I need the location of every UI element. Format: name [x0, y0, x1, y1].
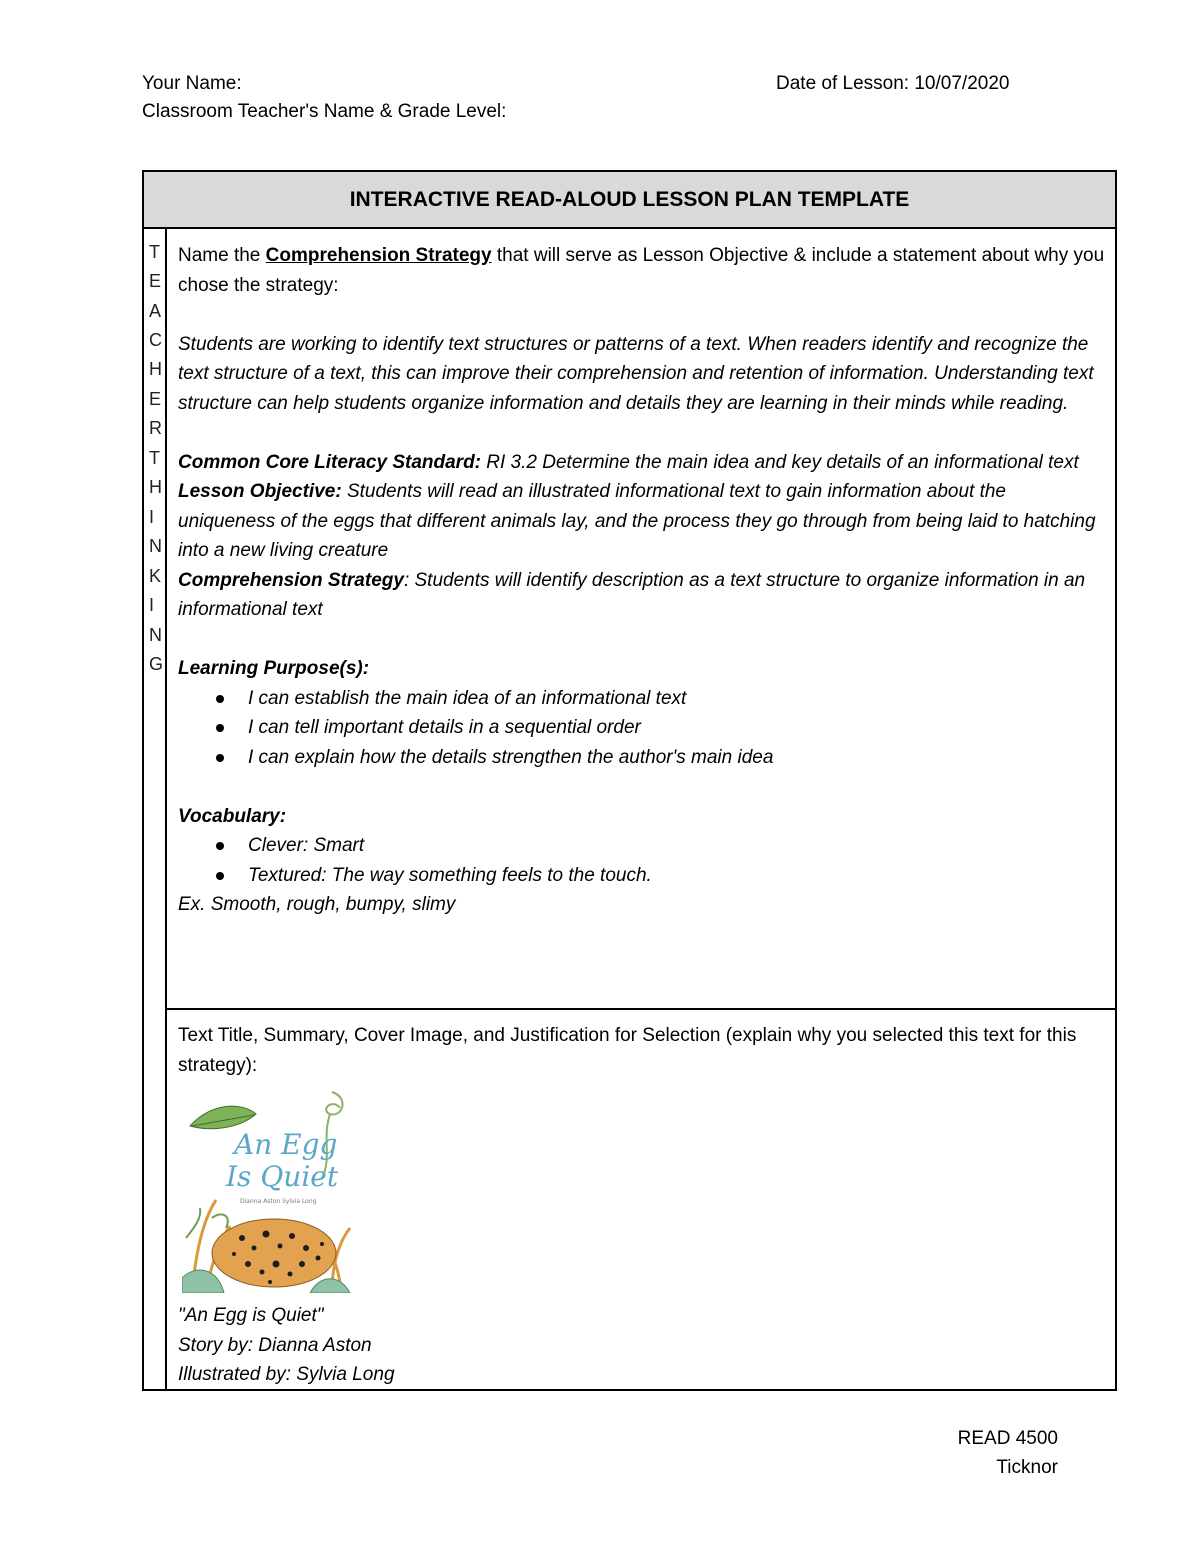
side-letter: T	[149, 448, 160, 468]
list-item: I can tell important details in a sequential order	[178, 713, 1105, 743]
comprehension-strategy: Comprehension Strategy: Students will identify description as a text structure to organize information in an informational text	[178, 569, 1086, 620]
list-item: I can explain how the details strengthen the author's main idea	[178, 743, 1105, 773]
vocabulary-list	[178, 831, 1105, 890]
learning-purposes-heading: Learning Purpose(s):	[178, 658, 370, 679]
instructor-name: Ticknor	[996, 1457, 1058, 1478]
vocabulary-heading: Vocabulary:	[178, 805, 287, 827]
table-title: INTERACTIVE READ-ALOUD LESSON PLAN TEMPLATE	[144, 172, 1115, 229]
side-letter: E	[149, 389, 162, 409]
cover-title-line1: An Egg	[234, 1128, 338, 1161]
lesson-objective: Lesson Objective: Students will read an illustrated informational text to gain information about the uniqueness of the eggs that different animals lay, and the process they go through from being laid to hatching into a new living creature	[178, 481, 1096, 561]
course-code: READ 4500	[957, 1428, 1058, 1449]
side-letter: I	[149, 595, 155, 615]
your-name-label: Your Name:	[142, 73, 242, 94]
text-selection-prompt: Text Title, Summary, Cover Image, and Justification for Selection (explain why you selected this text for this strategy):	[178, 1025, 1077, 1076]
cover-authors: Dianna Aston Sylvia Long	[240, 1198, 317, 1205]
story-by: Story by: Dianna Aston	[178, 1334, 372, 1356]
side-letter: G	[149, 654, 164, 674]
side-letter: K	[149, 566, 162, 586]
side-letter: N	[149, 625, 162, 645]
side-letter: I	[149, 507, 155, 527]
cover-title-line2: Is Quiet	[226, 1160, 339, 1193]
vocabulary-example: Ex. Smooth, rough, bumpy, slimy	[178, 894, 456, 915]
lesson-date: Date of Lesson: 10/07/2020	[776, 73, 1010, 94]
lesson-plan-table	[142, 170, 1117, 1391]
side-letter: C	[149, 330, 162, 350]
teacher-grade-label: Classroom Teacher's Name & Grade Level:	[142, 101, 507, 122]
comprehension-strategy-link[interactable]: Comprehension Strategy	[265, 245, 492, 266]
list-item: I can establish the main idea of an informational text	[178, 684, 1105, 714]
side-letter: A	[149, 301, 162, 321]
side-letter: N	[149, 536, 162, 556]
side-letter: H	[149, 477, 162, 497]
side-letter: R	[149, 418, 162, 438]
book-title: "An Egg is Quiet"	[178, 1305, 324, 1326]
learning-purposes-list	[178, 684, 1105, 773]
strategy-cell	[167, 229, 1115, 1010]
book-cover-image	[182, 1088, 354, 1293]
illustrated-by: Illustrated by: Sylvia Long	[178, 1364, 395, 1385]
list-item: Textured: The way something feels to the touch.	[178, 861, 1105, 891]
side-letter: H	[149, 359, 162, 379]
side-letter: T	[149, 242, 160, 262]
list-item: Clever: Smart	[178, 831, 1105, 861]
side-letter: E	[149, 271, 162, 291]
text-selection-cell	[167, 1010, 1115, 1389]
common-core-standard: Common Core Literacy Standard: RI 3.2 Determine the main idea and key details of an informational text	[178, 451, 1079, 473]
strategy-prompt: Name the Comprehension Strategy that will serve as Lesson Objective & include a statement about why you chose the strategy:	[178, 245, 1105, 296]
teacher-thinking-column	[144, 229, 167, 1389]
strategy-rationale: Students are working to identify text structures or patterns of a text. When readers identify and recognize the text structure of a text, this can improve their comprehension and retention of information. Understanding text structure can help students organize information and details they are learning in their minds while reading.	[178, 333, 1094, 414]
